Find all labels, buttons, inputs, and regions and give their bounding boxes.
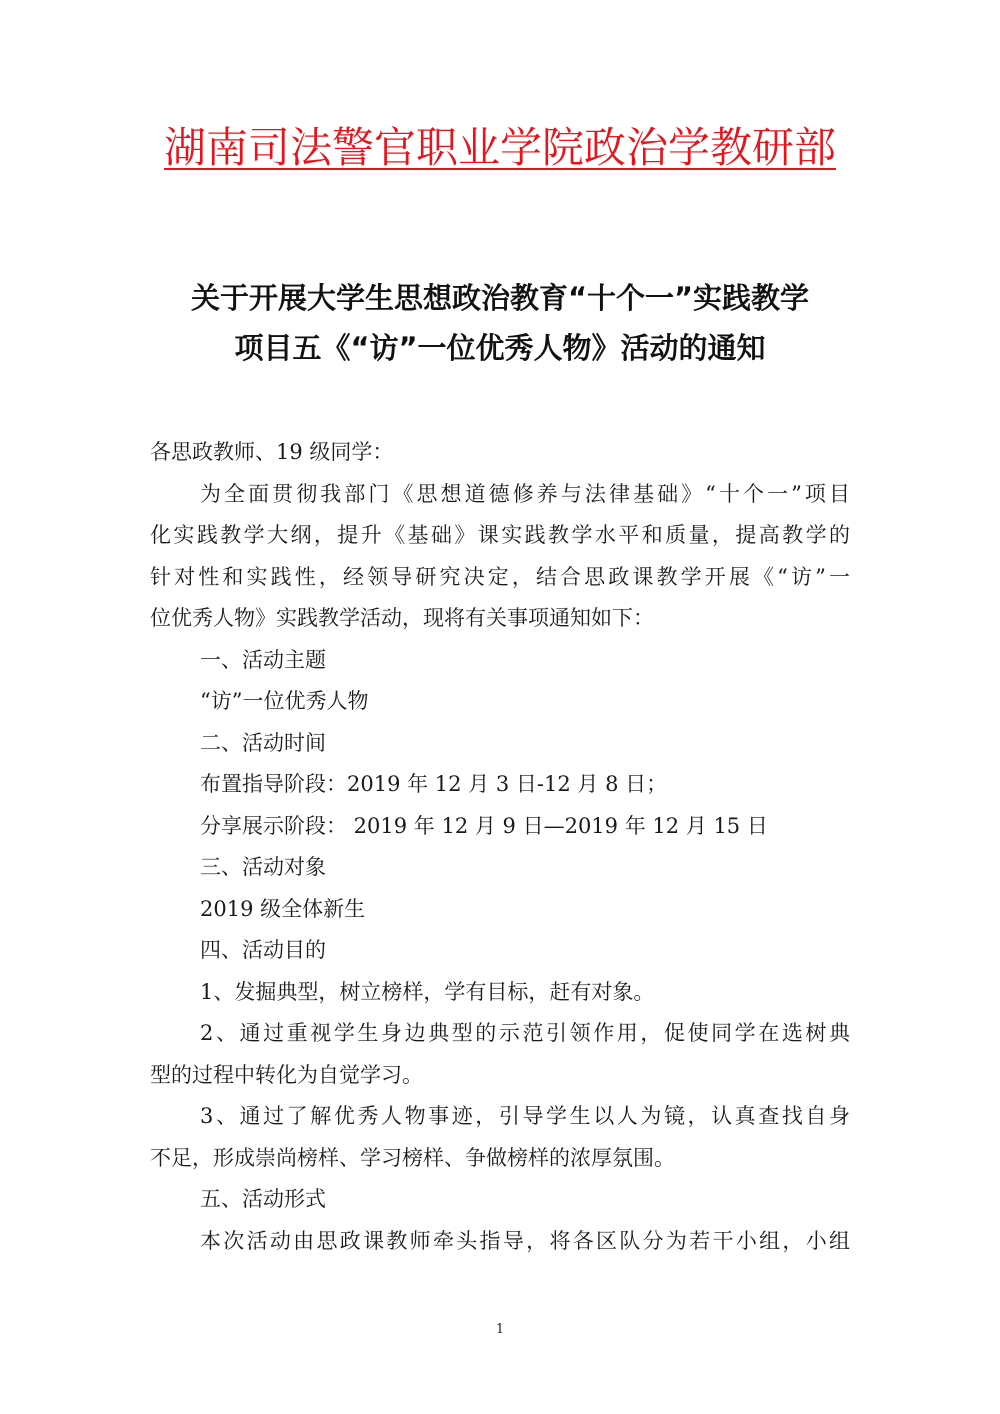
- section-content-format: 本次活动由思政课教师牵头指导，将各区队分为若干小组，小组: [200, 1228, 850, 1253]
- purpose-item-2-line: 2、通过重视学生身边典型的示范引领作用，促使同学在选树典: [200, 1021, 850, 1045]
- schedule-guidance-phase: 布置指导阶段：2019 年 12 月 3 日-12 月 8 日；: [200, 772, 668, 796]
- purpose-item-3-line: 不足，形成崇尚榜样、学习榜样、争做榜样的浓厚氛围。: [150, 1145, 675, 1170]
- section-content-theme: “访”一位优秀人物: [200, 689, 369, 713]
- purpose-item-2-line: 型的过程中转化为自觉学习。: [150, 1062, 423, 1087]
- intro-paragraph-line: 针对性和实践性，经领导研究决定，结合思政课教学开展《“访”一: [150, 564, 850, 589]
- section-heading-format: 五、活动形式: [200, 1187, 326, 1211]
- section-heading-target: 三、活动对象: [200, 855, 326, 879]
- intro-paragraph-line: 化实践教学大纲，提升《基础》课实践教学水平和质量，提高教学的: [150, 523, 850, 547]
- section-heading-purpose: 四、活动目的: [200, 938, 326, 962]
- intro-paragraph-line: 为全面贯彻我部门《思想道德修养与法律基础》“十个一”项目: [200, 481, 850, 506]
- schedule-showcase-phase: 分享展示阶段： 2019 年 12 月 9 日—2019 年 12 月 15 日: [200, 813, 768, 838]
- document-title-line-1: 关于开展大学生思想政治教育“十个一”实践教学: [190, 281, 810, 315]
- purpose-item-3-line: 3、通过了解优秀人物事迹，引导学生以人为镜，认真查找自身: [200, 1104, 850, 1128]
- org-header: 湖南司法警官职业学院政治学教研部: [163, 123, 836, 172]
- purpose-item-1: 1、发掘典型，树立榜样，学有目标，赶有对象。: [200, 979, 655, 1004]
- document-body: [150, 432, 850, 1262]
- section-content-target: 2019 级全体新生: [200, 896, 366, 921]
- document-title-line-2: 项目五《“访”一位优秀人物》活动的通知: [234, 331, 766, 365]
- section-heading-theme: 一、活动主题: [200, 647, 326, 672]
- salutation: 各思政教师、19 级同学：: [150, 440, 394, 464]
- intro-paragraph-line: 位优秀人物》实践教学活动，现将有关事项通知如下：: [150, 606, 654, 630]
- section-heading-time: 二、活动时间: [200, 730, 326, 755]
- page-number: 1: [495, 1322, 505, 1337]
